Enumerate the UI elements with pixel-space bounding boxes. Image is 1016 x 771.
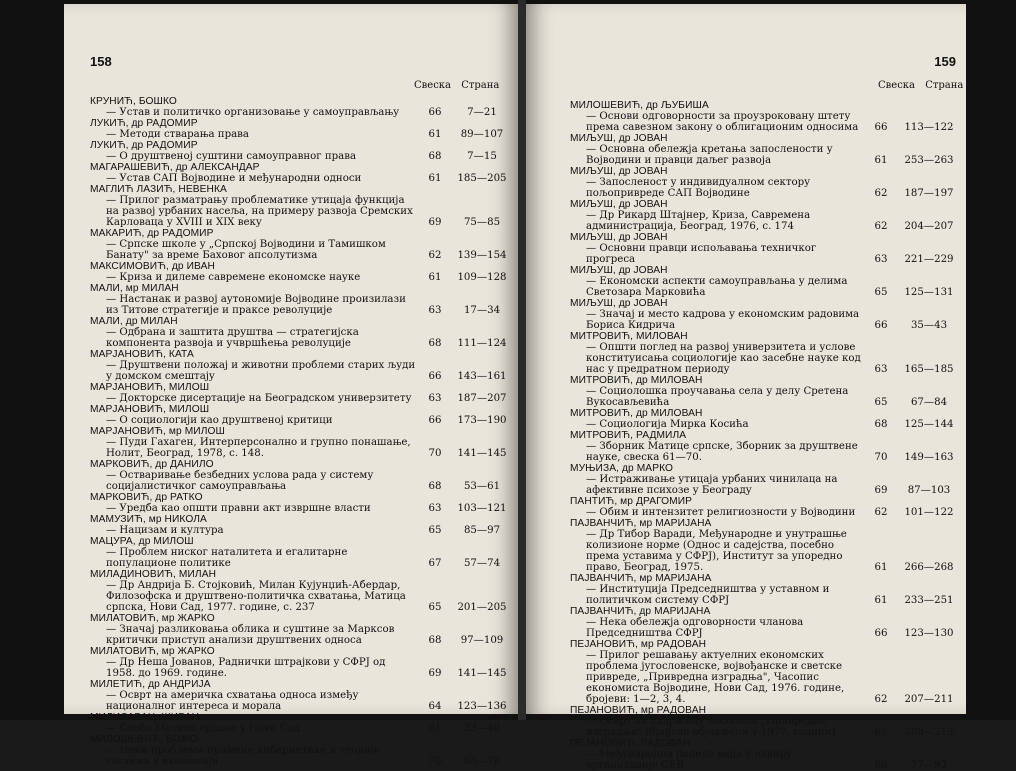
entry-author: МАГЛИЋ ЛАЗИЋ, НЕВЕНКА [90,184,227,195]
index-entry [570,232,960,265]
entry-title: — Основни правци испољавања техничког прогреса [586,243,817,265]
entry-author: МИТРОВИЋ, др МИЛОВАН [570,375,703,386]
entry-author: МАМУЗИЋ, мр НИКОЛА [90,514,207,525]
entry-title: — Неки проблеми примене кибернетике и теорије система у економији [106,745,380,767]
index-entry [90,118,510,140]
entry-work [90,624,510,646]
entry-author: МАГАРАШЕВИЋ, др АЛЕКСАНДАР [90,162,260,173]
index-entry [570,606,960,639]
entry-volume: 68 [428,151,442,162]
entry-volume: 63 [428,393,442,404]
entry-work [90,547,510,569]
entry-pages: 143—161 [457,371,507,382]
entry-author: МИТРОВИЋ, МИЛОВАН [570,331,688,342]
entry-pages: 207—211 [904,694,954,705]
entry-work [90,580,510,613]
entry-pages: 125—144 [904,419,954,430]
index-entry [90,613,510,646]
entry-author: ПЕЈАНОВИЋ, мр РАДОВАН [570,705,707,716]
right-page [526,4,966,771]
entry-work [90,437,510,459]
column-header [878,80,963,91]
entry-work [570,386,960,408]
entry-author: МАКСИМОВИЋ, др ИВАН [90,261,215,272]
entry-volume: 66 [874,760,888,771]
entry-pages: 111—124 [457,338,507,349]
entry-volume: 68 [428,481,442,492]
entry-pages: 67—84 [910,397,948,408]
index-entry [570,705,960,738]
entry-work [570,474,960,496]
entry-author: МИЉУШ, др ЈОВАН [570,133,668,144]
entry-title: — Докторске дисертације на Београдском универзитету [106,393,412,404]
entry-work [570,177,960,199]
entry-volume: 61 [874,595,888,606]
entry-volume: 70 [428,756,442,767]
entry-pages: 201—205 [457,602,507,613]
entry-author: МИЉУШ, др ЈОВАН [570,265,668,276]
entry-title: — Др Тибор Варади, Међународне и унутрашње колизионе норме (Однос и садејства, посебно према уставима у СФРЈ), Институт за упоредно право, Београд, 1975. [586,529,847,573]
entry-volume: 68 [874,419,888,430]
entry-author: МАРКОВИЋ, др РАТКО [90,492,203,503]
index-entry [90,734,510,767]
entry-volume: 61 [428,173,442,184]
index-entry [90,712,510,734]
entry-title: — Обим и интензитет религиозности у Војводини [586,507,856,518]
entry-work [90,690,510,712]
index-entry [570,639,960,705]
entry-pages: 113—122 [904,122,954,133]
entry-work [570,749,960,771]
entry-volume: 65 [428,602,442,613]
entry-volume: 62 [874,507,888,518]
entry-work [570,584,960,606]
entry-title: — Општи поглед на развој универзитета и услове конституисања социологије као засебне науке код нас у предратном периоду [586,342,861,375]
entry-pages: 77—93 [910,760,948,771]
entry-volume: 69 [428,668,442,679]
index-entry [90,283,510,316]
index-entry [90,96,510,118]
index-entry [90,679,510,712]
entry-title: — Прилог решавању актуелних економских проблема југословенске, војвођанске и светске привреде, „Привредна изградња", Часопис економиста Војводине, Нови Сад, 1976. године, бројеви: 1—2, 3, 4. [586,650,845,705]
entry-title: — Осврт на америчка схватања односа између националног интереса и морала [106,690,359,712]
entry-title: — О социологији као друштвеној критици [106,415,333,426]
entry-title: — Проблем ниског наталитета и егалитарне популационе политике [106,547,348,569]
entry-author: МИЉУШ, др ЈОВАН [570,298,668,309]
index-entry [570,133,960,166]
entry-title: — Уредба као општи правни акт извршне власти [106,503,371,514]
index-entry [570,100,960,133]
index-entry [570,463,960,496]
entry-pages: 125—131 [904,287,954,298]
entry-title: — Међународна подела рада у оквиру организације СЕВ [586,749,793,771]
entry-pages: 89—107 [460,129,504,140]
entry-title: — Запосленост у индивидуалном сектору пољопривреде САП Војводине [586,177,811,199]
entry-pages: 233—251 [904,595,954,606]
entry-volume: 67 [428,558,442,569]
index-entry [90,228,510,261]
entry-author: МИЛАТОВИЋ, мр ЖАРКО [90,613,215,624]
entry-pages: 7—15 [467,151,497,162]
page-number: 159 [934,54,956,69]
entry-author: МИЛАДИНОВИЋ, МИЛАН [90,569,217,580]
entry-pages: 165—185 [904,364,954,375]
entry-work [90,294,510,316]
entry-author: МИЛОШЕВИЋ, БОЖО [90,734,198,745]
entry-work [90,415,510,426]
entry-work [570,111,960,133]
entry-volume: 64 [428,701,442,712]
entry-work [90,151,510,162]
entry-title: — Методи стварања права [106,129,249,140]
entry-author: МИЉУШ, др ЈОВАН [570,199,668,210]
index-entry [90,316,510,349]
entry-author: МИТРОВИЋ, др МИЛОВАН [570,408,703,419]
entry-work [570,309,960,331]
entry-pages: 208—213 [904,727,954,738]
entry-author: МАРКОВИЋ, др ДАНИЛО [90,459,214,470]
entry-author: МУЊИЗА, др МАРКО [570,463,674,474]
entry-title: — Институција Председништва у уставном и политичком систему СФРЈ [586,584,830,606]
entry-author: МИЉУШ, др ЈОВАН [570,166,668,177]
entry-title: — Сеоба Матице српске у Нови Сад [106,723,301,734]
entry-title: — О друштвеној суштини самоуправног права [106,151,357,162]
index-entry [90,459,510,492]
entry-work [90,239,510,261]
index-entry [90,514,510,536]
entry-volume: 66 [874,628,888,639]
entry-work [90,272,510,283]
entry-title: — Социолошка проучавања села у делу Сретена Вукосављевића [586,386,849,408]
entry-volume: 62 [428,250,442,261]
entry-work [570,342,960,375]
entry-author: МИЛЕТИЋ, др АНДРИЈА [90,679,211,690]
entry-title: — Пуди Гахаген, Интерперсонално и групно понашање, Нолит, Београд, 1978, с. 148. [106,437,411,459]
entry-work [570,441,960,463]
index-entries [90,96,510,767]
entry-pages: 149—163 [904,452,954,463]
entry-work [570,210,960,232]
entry-title: — Нацизам и култура [106,525,224,536]
entry-author: МАРЈАНОВИЋ, КАТА [90,349,194,360]
entry-work [570,617,960,639]
entry-author: МИТРОВИЋ, РАДМИЛА [570,430,687,441]
index-entry [570,199,960,232]
entry-author: МАРЈАНОВИЋ, мр МИЛОШ [90,426,225,437]
entry-title: — Истраживање утицаја урбаних чинилаца на афективне психозе у Београду [586,474,838,496]
index-entry [570,331,960,375]
index-entry [570,408,960,430]
entry-title: — Др Рикард Штајнер, Криза, Савремена администрација, Београд, 1976, с. 174 [586,210,811,232]
entry-title: — Зборник Матице српске, Зборник за друштвене науке, свеска 61—70. [586,441,858,463]
pages-header: Страна [461,80,500,91]
entry-pages: 221—229 [904,254,954,265]
entry-author: МАКАРИЋ, др РАДОМИР [90,228,214,239]
index-entry [90,382,510,404]
volume-header: Свеска [878,80,916,91]
entry-volume: 66 [428,371,442,382]
index-entry [570,265,960,298]
entry-author: МИЛИСАВАЦ, ЖИВАН [90,712,200,723]
entry-volume: 63 [428,305,442,316]
entry-volume: 63 [428,503,442,514]
volume-header: Свеска [414,80,452,91]
entry-work [90,745,510,767]
entry-title: — Настанак и развој аутономије Војводине произилази из Титове стратегије и праксе револуције [106,294,406,316]
index-entry [90,536,510,569]
column-header [414,80,499,91]
entry-work [90,393,510,404]
left-page [64,4,518,767]
index-entry [570,518,960,573]
pages-header: Страна [925,80,964,91]
entry-work [90,470,510,492]
index-entry [570,430,960,463]
entry-work [90,360,510,382]
entry-work [90,657,510,679]
entry-work [570,650,960,705]
entry-volume: 61 [428,272,442,283]
entry-work [90,129,510,140]
entry-work [570,419,960,430]
entry-author: МАРЈАНОВИЋ, МИЛОШ [90,404,210,415]
entry-author: ПАЈВАНЧИЋ, мр МАРИЈАНА [570,518,712,529]
entry-pages: 75—85 [463,217,501,228]
index-entry [90,140,510,162]
index-entry [90,261,510,283]
entry-work [90,195,510,228]
entry-pages: 103—121 [457,503,507,514]
entry-pages: 35—43 [910,320,948,331]
entry-volume: 65 [874,397,888,408]
index-entry [90,646,510,679]
index-entry [90,162,510,184]
index-entry [90,349,510,382]
entry-author: МИЉУШ, др ЈОВАН [570,232,668,243]
entry-author: ПЕЈАНОВИЋ, мр РАДОВАН [570,639,707,650]
index-entry [90,184,510,228]
entry-pages: 204—207 [904,221,954,232]
entry-pages: 173—190 [457,415,507,426]
entry-volume: 62 [874,221,888,232]
entry-volume: 66 [428,107,442,118]
index-entries [570,100,960,771]
entry-volume: 61 [428,723,442,734]
entry-work [570,716,960,738]
entry-author: МИЛАТОВИЋ, мр ЖАРКО [90,646,215,657]
entry-volume: 69 [874,485,888,496]
entry-work [570,144,960,166]
entry-title: — Значај и место кадрова у економским радовима Бориса Кидрича [586,309,860,331]
entry-volume: 66 [428,415,442,426]
entry-pages: 57—74 [463,558,501,569]
entry-title: — Основна обележја кретања запослености у Војводини и правци даљег развоја [586,144,833,166]
entry-title: — Др Андрија Б. Стојковић, Милан Кујунџић-Абердар, Филозофска и друштвено-политичка схватања, Матица српска, Нови Сад, 1977. године, с. 237 [106,580,406,613]
entry-pages: 253—263 [904,155,954,166]
entry-author: ПАЈВАНЧИЋ, мр МАРИЈАНА [570,573,712,584]
index-entry [90,569,510,613]
entry-title: — Остваривање безбедних услова рада у систему социјалистичког самоуправљања [106,470,374,492]
entry-volume: 61 [874,562,888,573]
book-gutter [518,0,526,720]
entry-work [90,327,510,349]
entry-author: МИЛОШЕВИЋ, др ЉУБИША [570,100,709,111]
index-entry [90,426,510,459]
entry-work [570,529,960,573]
entry-volume: 65 [874,287,888,298]
entry-volume: 61 [874,155,888,166]
entry-author: ПАНТИЋ, мр ДРАГОМИР [570,496,693,507]
index-entry [90,404,510,426]
entry-author: ПЕЈАНОВИЋ, РАДОВАН [570,738,691,749]
entry-work [90,173,510,184]
entry-volume: 62 [874,694,888,705]
entry-title: — Нека обележја одговорности чланова Председништва СФРЈ [586,617,804,639]
entry-pages: 7—21 [467,107,497,118]
entry-pages: 141—145 [457,448,507,459]
index-entry [570,738,960,771]
entry-author: КРУНИЋ, БОШКО [90,96,177,107]
entry-title: — Устав САП Војводине и међународни односи [106,173,362,184]
entry-title: — Социологија Мирка Косића [586,419,749,430]
entry-volume: 63 [874,254,888,265]
entry-title: — Осврт на садржину часописа „Привредна изградња" (бројеви објављени у 1977. години) [586,716,836,738]
entry-volume: 65 [428,525,442,536]
entry-pages: 17—34 [463,305,501,316]
entry-volume: 70 [428,448,442,459]
entry-pages: 123—130 [904,628,954,639]
entry-title: — Др Неша Јованов, Раднички штрајкови у СФРЈ од 1958. до 1969. године. [106,657,386,679]
entry-pages: 109—128 [457,272,507,283]
entry-pages: 101—122 [904,507,954,518]
entry-title: — Српске школе у „Српској Војводини и Тамишком Банату" за време Баховог апсолутизма [106,239,386,261]
index-entry [90,492,510,514]
entry-author: МАРЈАНОВИЋ, МИЛОШ [90,382,210,393]
entry-pages: 87—103 [907,485,951,496]
entry-volume: 63 [874,364,888,375]
entry-author: ЛУКИЋ, др РАДОМИР [90,118,198,129]
entry-pages: 123—136 [457,701,507,712]
entry-work [90,503,510,514]
index-entry [570,298,960,331]
entry-pages: 85—97 [463,525,501,536]
entry-pages: 266—268 [904,562,954,573]
entry-pages: 97—109 [460,635,504,646]
entry-volume: 70 [874,452,888,463]
entry-volume: 61 [428,129,442,140]
index-entry [570,573,960,606]
entry-pages: 53—61 [463,481,501,492]
entry-pages: 187—197 [904,188,954,199]
entry-volume: 69 [428,217,442,228]
entry-title: — Одбрана и заштита друштва — стратегијска компонента развоја и учвршћења револуције [106,327,359,349]
entry-volume: 68 [428,635,442,646]
entry-volume: 66 [874,320,888,331]
entry-pages: 139—154 [457,250,507,261]
entry-title: — Прилог разматрању проблематике утицаја функција на развој урбаних насеља, на примеру развоја Сремских Карловаца у XVIII и XIX веку [106,195,413,228]
entry-work [570,507,960,518]
entry-author: МАЦУРА, др МИЛОШ [90,536,194,547]
entry-work [90,723,510,734]
entry-pages: 187—207 [457,393,507,404]
entry-title: — Устав и политичко организовање у самоуправљању [106,107,400,118]
entry-author: ПАЈВАНЧИЋ, др МАРИЈАНА [570,606,711,617]
entry-volume: 66 [874,122,888,133]
entry-volume: 68 [428,338,442,349]
entry-volume: 65 [874,727,888,738]
index-entry [570,166,960,199]
page-number: 158 [90,54,112,69]
entry-work [90,107,510,118]
entry-title: — Значај разликовања облика и суштине за Марксов критички приступ анализи друштвених односа [106,624,395,646]
index-entry [570,375,960,408]
entry-work [570,243,960,265]
entry-pages: 141—145 [457,668,507,679]
entry-title: — Криза и дилеме савремене економске науке [106,272,361,283]
index-entry [570,496,960,518]
entry-title: — Економски аспекти самоуправљања у делима Светозара Марковића [586,276,848,298]
entry-title: — Основи одговорности за проузроковану штету према савезном закону о облигационим односима [586,111,859,133]
entry-work [570,276,960,298]
entry-author: МАЛИ, др МИЛАН [90,316,178,327]
entry-pages: 63—78 [463,756,501,767]
entry-pages: 185—205 [457,173,507,184]
entry-title: — Друштвени положај и животни проблеми старих људи у домском смештају [106,360,416,382]
entry-volume: 62 [874,188,888,199]
entry-work [90,525,510,536]
entry-author: ЛУКИЋ, др РАДОМИР [90,140,198,151]
entry-author: МАЛИ, мр МИЛАН [90,283,179,294]
entry-pages: 23—40 [463,723,501,734]
